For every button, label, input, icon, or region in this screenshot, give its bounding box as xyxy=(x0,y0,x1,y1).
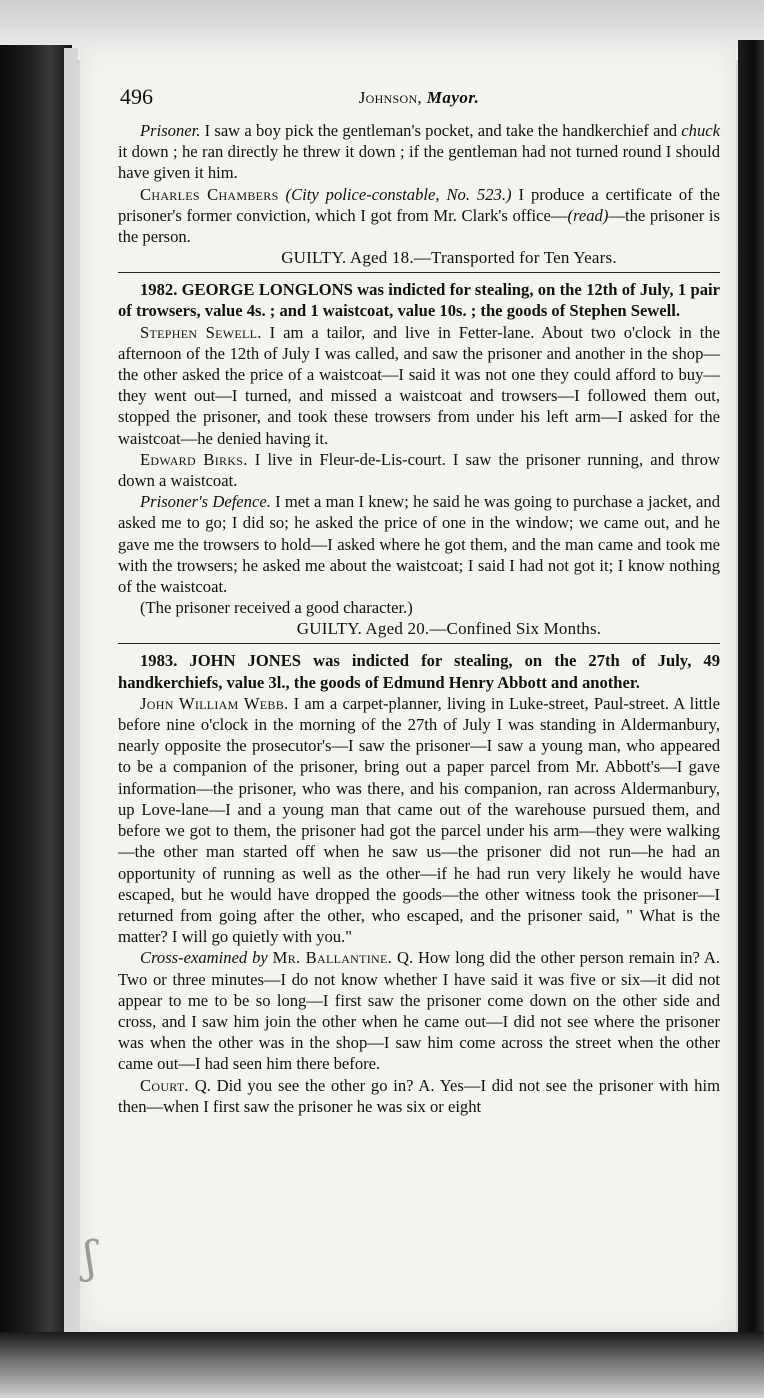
book-page xyxy=(80,42,736,1332)
prisoner-text-a: I saw a boy pick the gentleman's pocket, and take the handkerchief and xyxy=(200,121,682,140)
witness-name: Stephen Sewell. xyxy=(140,322,262,342)
witness-name: John William Webb. xyxy=(140,693,289,713)
counsel-name: Mr. Ballantine. xyxy=(272,948,393,968)
prisoner-italic-word: chuck xyxy=(681,121,720,140)
witness-sewell xyxy=(118,322,720,449)
prisoner-defence xyxy=(118,491,720,597)
prisoner-statement xyxy=(118,120,720,184)
book-binding-left xyxy=(0,45,72,1335)
running-title-name: Johnson, xyxy=(358,88,422,107)
witness-text-b: —the prisoner is the person. xyxy=(118,205,720,247)
witness-chambers xyxy=(118,184,720,248)
running-head xyxy=(118,84,720,120)
margin-pencil-mark: ʃ xyxy=(84,1232,96,1283)
cross-text: Q. How long did the other person remain in? A. Two or three minutes—I do not know whether I have said it was five or six—it did not appear to me to be so long—I first saw the prisoner come down on the other side and cross, and I saw him join the other when he came out—I did not see where the prisoner was when the other was in the shop—I saw him come across the street when the other came out—I had seen him there before. xyxy=(118,948,720,1074)
running-title-role: Mayor. xyxy=(426,88,480,107)
case-divider xyxy=(118,272,720,273)
indictment-1983: 1983. JOHN JONES was indicted for stealing, on the 27th of July, 49 handkerchiefs, value 3l., the goods of Edmund Henry Abbott and another. xyxy=(118,651,720,692)
witness-text: I am a tailor, and live in Fetter-lane. About two o'clock in the afternoon of the 12th of July I was called, and saw the prisoner and another in the shop—the other asked the price of a waistcoat—I said it was not one they could afford to buy—they went out—I turned, and missed a waistcoat and trowsers—I followed them out, stopped the prisoner, and took these trowsers from under his left arm—I asked for the waistcoat—he denied having it. xyxy=(118,322,720,448)
case-divider xyxy=(118,643,720,644)
book-binding-right xyxy=(738,40,764,1335)
witness-role: (City police-constable, No. 523.) xyxy=(285,184,512,204)
scan-background-bottom xyxy=(0,1332,764,1398)
witness-text: I am a carpet-planner, living in Luke-street, Paul-street. A little before nine o'clock in the morning of the 27th of July I was standing in Aldermanbury, nearly opposite the prosecutor's—I saw the prisoner—I saw a young man, who appeared to be a companion of the prisoner, bring out a paper parcel from Mr. Abbott's—I gave information—the prisoner, who was there, and his companion, ran across Aldermanbury, up Love-lane—I and a young man that came out of the warehouse pursued them, and before we got to them, the prisoner had got the parcel under his arm—they were walking—the other man started off when he saw us—the prisoner did not run—he had an opportunity of running as well as the other—if he had run very likely he would have escaped, but he would have dropped the goods—the other witness took the prisoner—I returned from going after the other, who escaped, and the prisoner said, " What is the matter? I will go quietly with you." xyxy=(118,693,720,947)
page-edges xyxy=(64,48,78,1333)
running-title xyxy=(118,88,720,108)
cross-label: Cross-examined by xyxy=(140,948,268,968)
witness-name: Edward Birks. xyxy=(140,449,248,469)
character-note: (The prisoner received a good character.) xyxy=(140,598,413,618)
witness-name: Charles Chambers xyxy=(140,184,279,204)
court-label: Court. xyxy=(140,1075,189,1095)
prisoner-label: Prisoner. xyxy=(140,121,201,140)
witness-birks xyxy=(118,449,720,491)
court-question xyxy=(118,1075,720,1117)
verdict-1982: GUILTY. Aged 20.—Confined Six Months. xyxy=(296,619,602,639)
page-content xyxy=(118,84,720,1117)
witness-text: I live in Fleur-de-Lis-court. I saw the prisoner running, and throw down a waistcoat. xyxy=(118,449,720,491)
indictment-1982: 1982. GEORGE LONGLONS was indicted for stealing, on the 12th of July, 1 pair of trowsers, value 4s. ; and 1 waistcoat, value 10s. ; the goods of Stephen Sewell. xyxy=(118,280,720,321)
witness-webb xyxy=(118,693,720,947)
page-number: 496 xyxy=(120,84,153,109)
defence-text: I met a man I knew; he said he was going to purchase a jacket, and asked me to go; I did so; he asked the price of one in the window; we came out, and he gave me the trowsers to hold—I asked where he got them, and the man came and took me with the trowsers; he asked me about the waistcoat; I said I had not got it; I know nothing of the waistcoat. xyxy=(118,492,720,597)
witness-read: (read) xyxy=(567,205,609,225)
witness-text-a: I produce a certificate of the prisoner's former conviction, which I got from Mr. Clark's office— xyxy=(118,184,720,225)
defence-label: Prisoner's Defence. xyxy=(140,492,271,512)
verdict-1981: GUILTY. Aged 18.—Transported for Ten Years. xyxy=(281,248,617,268)
prisoner-text-b: it down ; he ran directly he threw it down ; if the gentleman had not turned round I should have given it him. xyxy=(118,142,720,183)
court-text: Q. Did you see the other go in? A. Yes—I did not see the prisoner with him then—when I first saw the prisoner he was six or eight xyxy=(118,1075,720,1116)
cross-examination xyxy=(118,947,720,1074)
